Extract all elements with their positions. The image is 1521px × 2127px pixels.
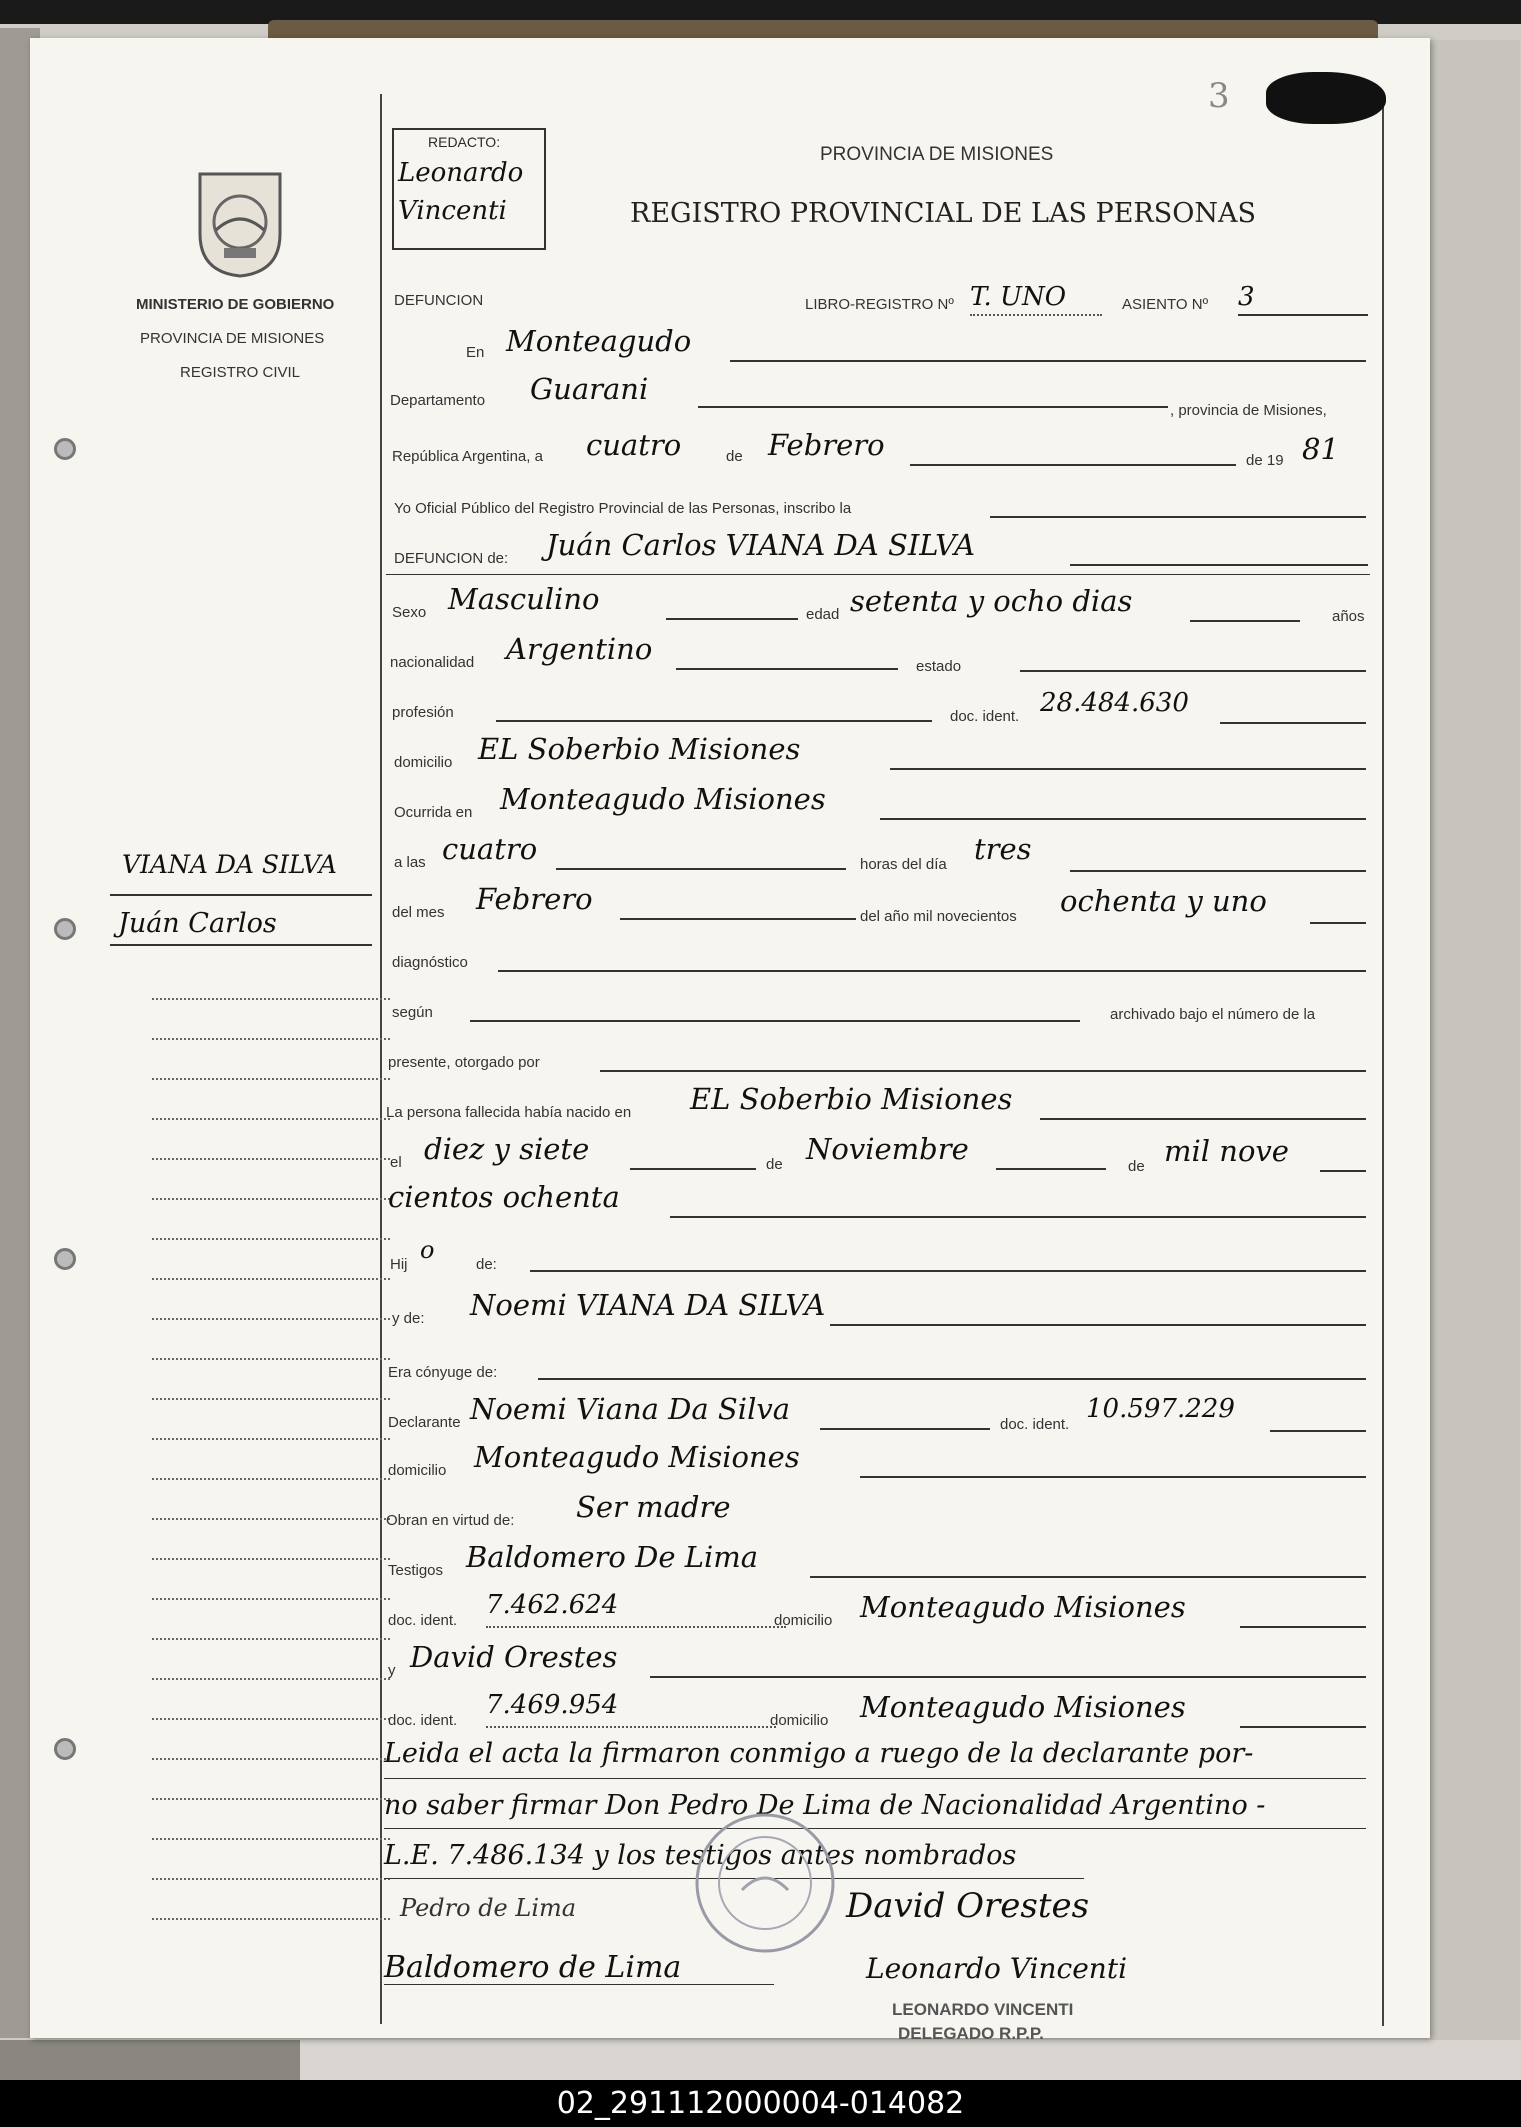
left-rule [380, 94, 382, 2024]
underline [620, 918, 856, 920]
margin-dotted-line [152, 1238, 390, 1240]
hijo-letra-value: o [420, 1236, 435, 1264]
en-value: Monteagudo [506, 324, 692, 358]
redacto-label: REDACTO: [428, 134, 501, 150]
nac-anio1-value: mil nove [1164, 1134, 1289, 1168]
underline [470, 1020, 1080, 1022]
margin-given-name: Juán Carlos [118, 908, 277, 939]
anios-label: años [1332, 608, 1365, 625]
ocurrida-en-value: Monteagudo Misiones [500, 782, 826, 816]
yo-oficial-text: Yo Oficial Público del Registro Provincial de las Personas, inscribo la [394, 500, 852, 517]
margin-dotted-line [152, 1118, 390, 1120]
ministry-line1: MINISTERIO DE GOBIERNO [136, 296, 335, 313]
testigo1-domicilio-value: Monteagudo Misiones [860, 1590, 1186, 1624]
registry-stamp-icon [690, 1808, 840, 1958]
sexo-value: Masculino [448, 582, 600, 616]
horas-dia-value: tres [974, 832, 1032, 866]
page-number: 3 [1208, 76, 1230, 116]
header-registry: REGISTRO PROVINCIAL DE LAS PERSONAS [630, 198, 1257, 229]
underline [880, 818, 1366, 820]
bottom-left-edge [0, 2040, 300, 2080]
declarante-label: Declarante [388, 1414, 461, 1431]
underline [820, 1428, 990, 1430]
domicilio-label: domicilio [394, 754, 453, 771]
underline [1320, 1170, 1366, 1172]
asiento-label: ASIENTO Nº [1122, 296, 1209, 313]
redaction-mark [1266, 72, 1386, 124]
declarante-doc-value: 10.597.229 [1086, 1394, 1235, 1424]
sexo-label: Sexo [392, 604, 427, 621]
conyuge-label: Era cónyuge de: [388, 1364, 498, 1381]
margin-dotted-line [152, 1078, 390, 1080]
testigo1-doc-value: 7.462.624 [486, 1590, 619, 1620]
underline [1070, 870, 1366, 872]
margin-dotted-line [152, 1718, 390, 1720]
signature-1: Pedro de Lima [400, 1894, 577, 1922]
page-right-edge [1430, 40, 1520, 2040]
testigo2-domicilio-label: domicilio [770, 1712, 829, 1729]
province-seal-icon [190, 164, 290, 280]
margin-dotted-line [152, 1478, 390, 1480]
obran-value: Ser madre [576, 1490, 731, 1524]
underline [1270, 1430, 1366, 1432]
underline [996, 1168, 1106, 1170]
underline [496, 720, 932, 722]
testigo2-doc-label: doc. ident. [388, 1712, 458, 1729]
redacto-signature: Leonardo Vincenti [398, 158, 524, 226]
underline [384, 1828, 1366, 1829]
testigo1-domicilio-label: domicilio [774, 1612, 833, 1629]
nombre-value: Juán Carlos VIANA DA SILVA [546, 528, 976, 562]
underline [830, 1324, 1366, 1326]
doc-ident-value: 28.484.630 [1040, 688, 1189, 718]
declarante-domicilio-value: Monteagudo Misiones [474, 1440, 800, 1474]
profesion-label: profesión [392, 704, 454, 721]
departamento-label: Departamento [390, 392, 486, 409]
stamp-line2: DELEGADO R.P.P. [898, 2024, 1044, 2043]
dotted-line [486, 1626, 786, 1628]
edad-value: setenta y ocho dias [850, 584, 1133, 618]
underline [1238, 314, 1368, 316]
margin-dotted-line [152, 998, 390, 1000]
margin-dotted-line [152, 1318, 390, 1320]
doc-ident-label: doc. ident. [950, 708, 1020, 725]
a-las-value: cuatro [442, 832, 538, 866]
underline [1310, 922, 1366, 924]
declarante-value: Noemi Viana Da Silva [470, 1392, 791, 1426]
obran-label: Obran en virtud de: [386, 1512, 515, 1529]
underline [910, 464, 1236, 466]
underline [1240, 1626, 1366, 1628]
underline [630, 1168, 756, 1170]
underline [1220, 722, 1366, 724]
underline [1240, 1726, 1366, 1728]
image-caption: 02_291112000004-014082 [0, 2080, 1521, 2127]
underline [538, 1378, 1366, 1380]
nacido-en-label: La persona fallecida había nacido en [386, 1104, 632, 1121]
nac-anio2-value: cientos ochenta [388, 1180, 620, 1214]
testigo1-doc-label: doc. ident. [388, 1612, 458, 1629]
cierre-line2: no saber firmar Don Pedro De Lima de Nacionalidad Argentino - [384, 1790, 1266, 1821]
nacionalidad-value: Argentino [506, 632, 653, 666]
margin-dotted-line [152, 1638, 390, 1640]
underline [556, 868, 846, 870]
ministry-line3: REGISTRO CIVIL [180, 364, 301, 381]
margin-dotted-line [152, 1598, 390, 1600]
libro-label: LIBRO-REGISTRO Nº [805, 296, 954, 313]
nac-mes-value: Noviembre [806, 1132, 969, 1166]
a-las-label: a las [394, 854, 426, 871]
dotted-line [486, 1726, 776, 1728]
underline [730, 360, 1366, 362]
nacionalidad-label: nacionalidad [390, 654, 475, 671]
nac-de2-label: de [1128, 1158, 1145, 1175]
archivado-label: archivado bajo el número de la [1110, 1006, 1316, 1023]
presente-label: presente, otorgado por [388, 1054, 540, 1071]
dotted-line [970, 314, 1102, 316]
margin-dotted-line [152, 1518, 390, 1520]
ocurrida-en-label: Ocurrida en [394, 804, 473, 821]
declarante-doc-label: doc. ident. [1000, 1416, 1070, 1433]
binder-ring-icon [54, 918, 76, 940]
libro-value: T. UNO [970, 282, 1067, 312]
testigo2-domicilio-value: Monteagudo Misiones [860, 1690, 1186, 1724]
underline [650, 1676, 1366, 1678]
provincia-suffix: , provincia de Misiones, [1170, 402, 1327, 419]
signature-3: Baldomero de Lima [384, 1950, 682, 1985]
anio-value: 81 [1302, 432, 1339, 466]
underline [990, 516, 1366, 518]
bottom-edge [300, 2040, 1521, 2080]
underline [1020, 670, 1366, 672]
defuncion-type-label: DEFUNCION [394, 292, 484, 309]
underline [810, 1576, 1366, 1578]
y-de-label: y de: [392, 1310, 425, 1327]
binder-ring-icon [54, 438, 76, 460]
margin-dotted-line [152, 1878, 390, 1880]
underline [666, 618, 798, 620]
nac-dia-value: diez y siete [424, 1132, 590, 1166]
underline [1040, 1118, 1366, 1120]
del-mes-value: Febrero [476, 882, 593, 916]
nac-de-label: de [766, 1156, 783, 1173]
declarante-domicilio-label: domicilio [388, 1462, 447, 1479]
margin-dotted-line [152, 1798, 390, 1800]
cierre-line3: L.E. 7.486.134 y los testigos antes nombrados [384, 1840, 1017, 1871]
underline [860, 1476, 1366, 1478]
margin-dotted-line [152, 1278, 390, 1280]
testigo2-doc-value: 7.469.954 [486, 1690, 619, 1720]
testigos-label: Testigos [388, 1562, 444, 1579]
underline [530, 1270, 1366, 1272]
anio-texto-value: ochenta y uno [1060, 884, 1267, 918]
underline [1190, 620, 1300, 622]
underline [384, 1778, 1366, 1779]
margin-dotted-line [152, 1158, 390, 1160]
madre-value: Noemi VIANA DA SILVA [470, 1288, 826, 1322]
en-label: En [466, 344, 485, 361]
hij-label: Hij [390, 1256, 408, 1273]
ministry-line2: PROVINCIA DE MISIONES [140, 330, 325, 347]
del-mes-label: del mes [392, 904, 445, 921]
margin-dotted-line [152, 1758, 390, 1760]
republica-label: República Argentina, a [392, 448, 543, 465]
underline [1070, 564, 1368, 566]
y-label: y [388, 1662, 396, 1679]
signature-4: Leonardo Vincenti [866, 1952, 1128, 1985]
margin-dotted-line [152, 1438, 390, 1440]
binder-ring-icon [54, 1738, 76, 1760]
underline [386, 574, 1370, 575]
edad-label: edad [806, 606, 840, 623]
testigo1-value: Baldomero De Lima [466, 1540, 759, 1574]
nacido-en-value: EL Soberbio Misiones [690, 1082, 1013, 1116]
diagnostico-label: diagnóstico [392, 954, 468, 971]
defuncion-de-label: DEFUNCION de: [394, 550, 509, 567]
margin-dotted-line [152, 1838, 390, 1840]
cierre-line1: Leida el acta la firmaron conmigo a ruego de la declarante por- [384, 1738, 1254, 1769]
margin-dotted-line [152, 1398, 390, 1400]
margin-dotted-line [152, 1678, 390, 1680]
mes-value: Febrero [768, 428, 885, 462]
underline [890, 768, 1366, 770]
el-label: el [390, 1154, 402, 1171]
margin-surname: VIANA DA SILVA [122, 850, 337, 879]
de-19-label: de 19 [1246, 452, 1284, 469]
margin-dotted-line [152, 1198, 390, 1200]
estado-label: estado [916, 658, 962, 675]
margin-dotted-line [152, 1358, 390, 1360]
underline [600, 1070, 1366, 1072]
binder-ring-icon [54, 1248, 76, 1270]
asiento-value: 3 [1238, 282, 1255, 312]
segun-label: según [392, 1004, 433, 1021]
underline [698, 406, 1168, 408]
underline [384, 1984, 774, 1985]
del-anio-label: del año mil novecientos [860, 908, 1017, 925]
redacto-box [392, 128, 546, 250]
de-label: de [726, 448, 743, 465]
margin-line [110, 894, 372, 896]
testigo2-value: David Orestes [410, 1640, 618, 1674]
margin-dotted-line [152, 1918, 390, 1920]
margin-dotted-line [152, 1038, 390, 1040]
dia-value: cuatro [586, 428, 682, 462]
stamp-line1: LEONARDO VINCENTI [892, 2000, 1074, 2019]
hij-de-label: de: [476, 1256, 497, 1273]
header-province: PROVINCIA DE MISIONES [820, 144, 1054, 165]
margin-line [110, 944, 372, 946]
domicilio-value: EL Soberbio Misiones [478, 732, 801, 766]
departamento-value: Guarani [530, 372, 649, 406]
right-rule [1382, 96, 1384, 2026]
underline [676, 668, 898, 670]
horas-del-dia-label: horas del día [860, 856, 947, 873]
document-page [30, 38, 1430, 2043]
margin-dotted-line [152, 1558, 390, 1560]
underline [670, 1216, 1366, 1218]
underline [498, 970, 1366, 972]
signature-2: David Orestes [846, 1886, 1090, 1926]
